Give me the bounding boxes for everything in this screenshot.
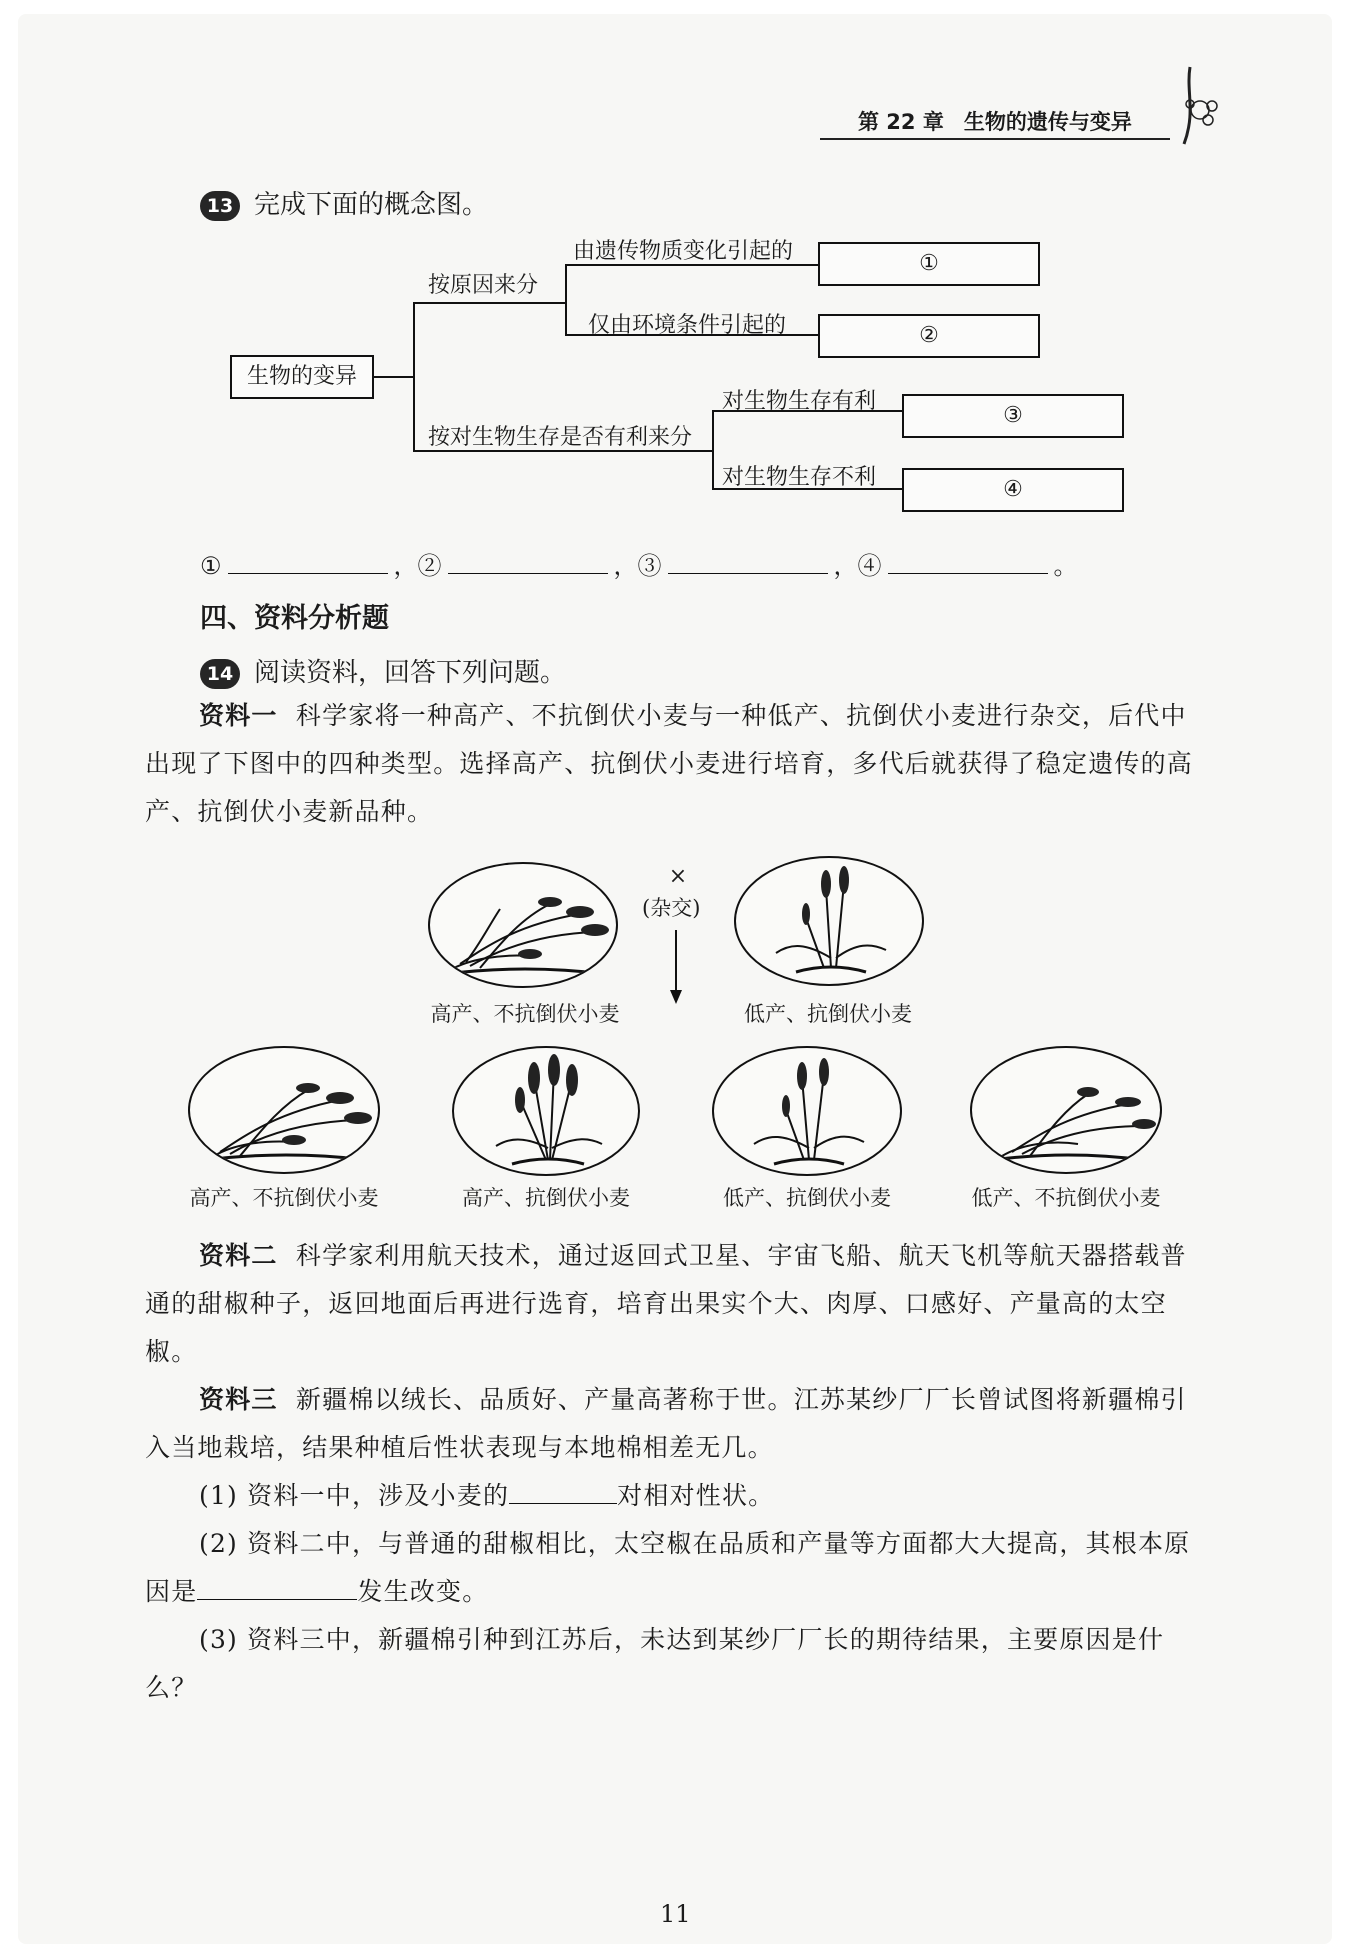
answer-box-3 [902, 394, 1124, 438]
wheat-ellipse-offspring-3 [712, 1046, 902, 1176]
connector [413, 302, 566, 304]
q13-heading [200, 184, 488, 221]
chapter-number: 第 22 章 [858, 110, 944, 134]
sub1-text-a: (1) 资料一中，涉及小麦的 [199, 1481, 510, 1510]
branch-cause-label: 按原因来分 [428, 273, 539, 298]
sub1-answer-blank[interactable] [509, 1481, 617, 1504]
wheat-lodging-icon [430, 864, 618, 988]
blank-marker: 。 [1053, 552, 1078, 580]
leaf3-label: 对生物生存有利 [722, 389, 877, 414]
q13-number: 13 [200, 191, 240, 221]
material-2-label: 资料二 [199, 1241, 278, 1270]
parent2-caption: 低产、抗倒伏小麦 [744, 1002, 912, 1026]
leaf2-label: 仅由环境条件引起的 [588, 313, 787, 338]
wheat-ellipse-parent1 [428, 862, 618, 988]
q14-heading [200, 652, 566, 689]
cross-symbol: × [668, 864, 688, 889]
sub-question-2 [145, 1520, 1211, 1616]
wheat-ellipse-offspring-2 [452, 1046, 640, 1176]
q14-prompt: 阅读资料，回答下列问题。 [254, 658, 567, 688]
offspring-caption-1: 高产、不抗倒伏小麦 [189, 1186, 379, 1210]
sub2-text-a: (2) 资料二中，与普通的甜椒相比，太空椒在品质和产量等方面都大大提高，其根本原因是 [145, 1529, 1191, 1606]
page-number: 11 [660, 1900, 691, 1928]
blank-marker: ，③ [613, 552, 662, 580]
concept-root-label: 生物的变异 [246, 364, 357, 389]
material-1-text: 科学家将一种高产、不抗倒伏小麦与一种低产、抗倒伏小麦进行杂交，后代中出现了下图中的四种类型。选择高产、抗倒伏小麦进行培育，多代后就获得了稳定遗传的高产、抗倒伏小麦新品种。 [145, 701, 1194, 826]
sub3-answer-area[interactable] [145, 1720, 1211, 1860]
wheat-ellipse-offspring-1 [188, 1046, 380, 1174]
flower-ornament-icon [1160, 62, 1230, 152]
answer-blank-4[interactable] [888, 551, 1048, 574]
wheat-lodging-icon [190, 1048, 380, 1174]
offspring-caption-3: 低产、抗倒伏小麦 [723, 1186, 891, 1210]
cross-label: (杂交) [642, 896, 701, 920]
q13-prompt: 完成下面的概念图。 [254, 190, 489, 220]
wheat-ellipse-offspring-4 [970, 1046, 1162, 1174]
blank-marker: ，④ [833, 552, 882, 580]
box-marker: ① [919, 251, 939, 276]
offspring-caption-4: 低产、不抗倒伏小麦 [971, 1186, 1161, 1210]
answer-blank-3[interactable] [668, 551, 828, 574]
sub-question-1 [145, 1472, 1211, 1520]
material-1-label: 资料一 [199, 701, 278, 730]
answer-blank-2[interactable] [448, 551, 608, 574]
wheat-upright-icon [714, 1048, 902, 1176]
blank-marker: ，② [393, 552, 442, 580]
sub2-text-b: 发生改变。 [357, 1577, 489, 1606]
header-rule [820, 138, 1170, 140]
leaf4-label: 对生物生存不利 [722, 465, 877, 490]
chapter-header [858, 106, 1132, 136]
branch-survival-label: 按对生物生存是否有利来分 [428, 425, 693, 450]
cross-arrow-icon [666, 930, 686, 1006]
blank-marker: ① [200, 552, 222, 580]
sub-question-3 [145, 1616, 1211, 1712]
parent1-caption: 高产、不抗倒伏小麦 [430, 1002, 620, 1026]
connector [565, 264, 567, 336]
q13-answer-line [200, 546, 1078, 581]
connector [712, 410, 714, 490]
connector [374, 376, 414, 378]
sub2-answer-blank[interactable] [197, 1577, 357, 1600]
material-2-text: 科学家利用航天技术，通过返回式卫星、宇宙飞船、航天飞机等航天器搭载普通的甜椒种子，返回地面后再进行选育，培育出果实个大、肉厚、口感好、产量高的太空椒。 [145, 1241, 1187, 1366]
answer-box-2 [818, 314, 1040, 358]
box-marker: ③ [1003, 403, 1023, 428]
box-marker: ④ [1003, 477, 1023, 502]
material-3 [145, 1376, 1211, 1472]
wheat-upright-icon [736, 858, 924, 986]
leaf1-label: 由遗传物质变化引起的 [573, 239, 794, 264]
material-3-text: 新疆棉以绒长、品质好、产量高著称于世。江苏某纱厂厂长曾试图将新疆棉引入当地栽培，结果种植后性状表现与本地棉相差无几。 [145, 1385, 1187, 1462]
concept-root-box [230, 355, 374, 399]
section-title: 四、资料分析题 [200, 603, 389, 634]
material-3-label: 资料三 [199, 1385, 278, 1414]
answer-box-4 [902, 468, 1124, 512]
wheat-upright-heavy-icon [454, 1048, 640, 1176]
chapter-title: 生物的遗传与变异 [963, 110, 1132, 134]
wheat-ellipse-parent2 [734, 856, 924, 986]
wheat-lodging-icon [972, 1048, 1162, 1174]
sub1-text-b: 对相对性状。 [617, 1481, 775, 1510]
box-marker: ② [919, 323, 939, 348]
answer-blank-1[interactable] [228, 551, 388, 574]
connector [413, 302, 415, 452]
answer-box-1 [818, 242, 1040, 286]
material-1 [145, 692, 1211, 836]
q14-number: 14 [200, 659, 240, 689]
sub3-text: (3) 资料三中，新疆棉引种到江苏后，未达到某纱厂厂长的期待结果，主要原因是什么？ [145, 1625, 1165, 1702]
material-2 [145, 1232, 1211, 1376]
offspring-caption-2: 高产、抗倒伏小麦 [462, 1186, 630, 1210]
